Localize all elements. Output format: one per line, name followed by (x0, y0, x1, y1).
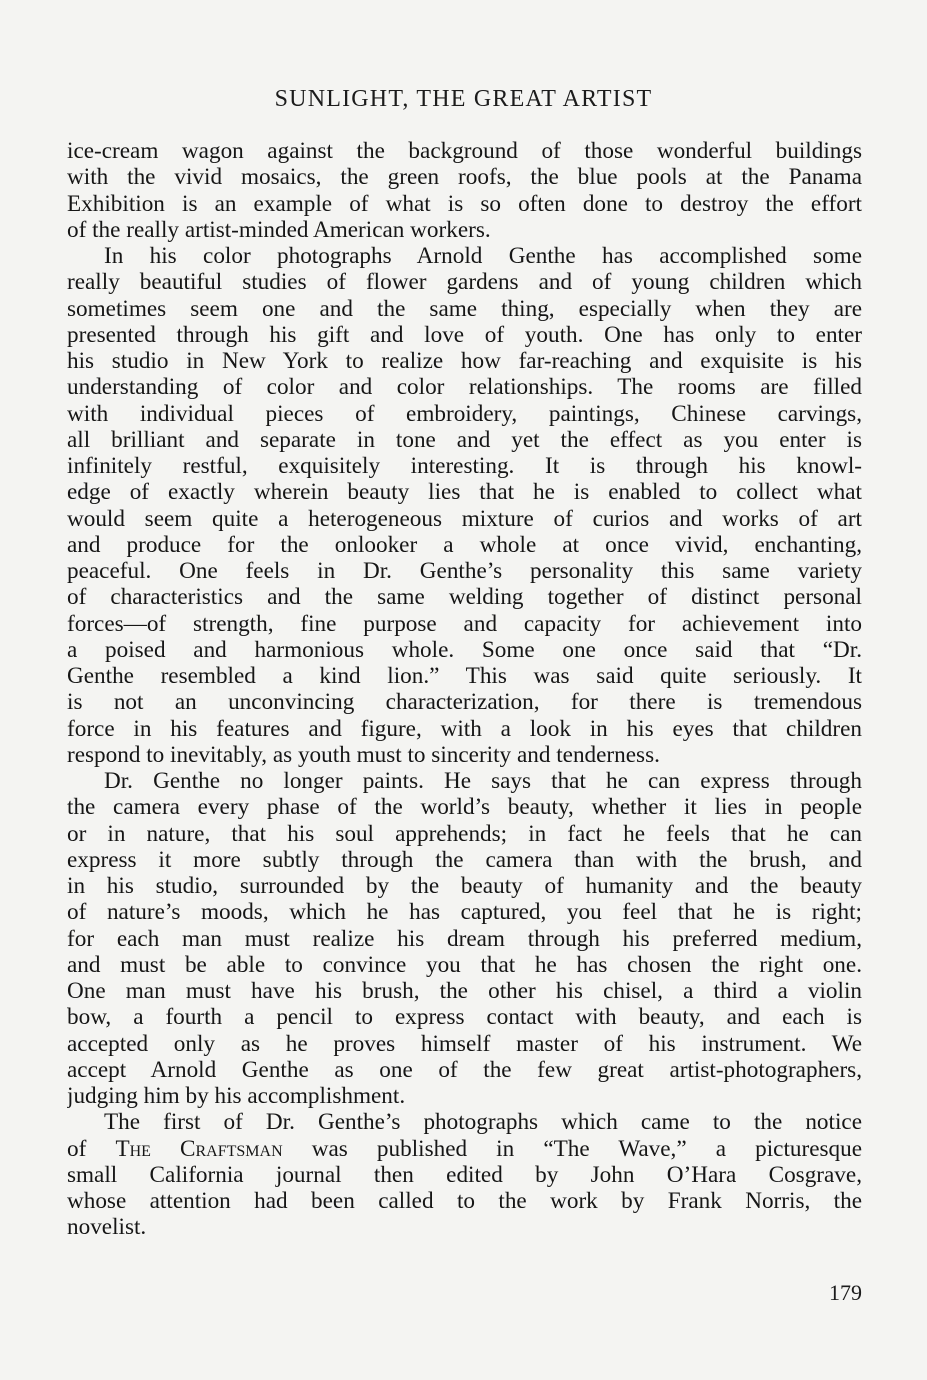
text-line: force in his features and figure, with a look in his eyes that children (67, 715, 862, 742)
text-line: and produce for the onlooker a whole at once vivid, enchanting, (67, 531, 862, 558)
text-line: peaceful. One feels in Dr. Genthe’s personality this same variety (67, 558, 862, 584)
text-line: presented through his gift and love of youth. One has only to enter (67, 321, 862, 348)
text-line: judging him by his accomplishment. (67, 1083, 406, 1109)
paragraph (67, 243, 862, 768)
text-line: One man must have his brush, the other his chisel, a third a violin (67, 978, 862, 1004)
running-head: SUNLIGHT, THE GREAT ARTIST (274, 86, 653, 112)
text-line: sometimes seem one and the same thing, especially when they are (67, 295, 862, 322)
text-line (67, 1136, 862, 1162)
text-line: in his studio, surrounded by the beauty of humanity and the beauty (67, 873, 862, 899)
text-line: of the really artist-minded American workers. (67, 216, 491, 243)
text-line: infinitely restful, exquisitely interesting. It is through his knowl- (67, 453, 862, 479)
text-line: The first of Dr. Genthe’s photographs which came to the notice (104, 1109, 862, 1136)
text-line: and must be able to convince you that he has chosen the right one. (67, 951, 862, 978)
text-line: understanding of color and color relationships. The rooms are filled (67, 374, 862, 401)
paragraph (67, 768, 862, 1109)
text-line: of characteristics and the same welding together of distinct personal (67, 584, 862, 611)
text-line: or in nature, that his soul apprehends; in fact he feels that he can (67, 820, 862, 847)
text-line: with individual pieces of embroidery, paintings, Chinese carvings, (67, 400, 862, 427)
text-line: for each man must realize his dream through his preferred medium, (67, 925, 862, 952)
text-line: In his color photographs Arnold Genthe has accomplished some (104, 243, 862, 269)
text-line: express it more subtly through the camera than with the brush, and (67, 846, 862, 873)
text-line: accepted only as he proves himself master of his instrument. We (67, 1030, 862, 1057)
text-line: edge of exactly wherein beauty lies that he is enabled to collect what (67, 479, 862, 506)
text-line: novelist. (67, 1214, 147, 1241)
text-line: small California journal then edited by John O’Hara Cosgrave, (67, 1161, 862, 1188)
line-rest: was published in “The Wave,” a picturesque (311, 1135, 862, 1162)
text-line: forces—of strength, fine purpose and capacity for achievement into (67, 610, 862, 637)
text-line: would seem quite a heterogeneous mixture of curios and works of art (67, 505, 862, 532)
text-line: a poised and harmonious whole. Some one once said that “Dr. (67, 636, 862, 663)
page-number: 179 (829, 1280, 862, 1305)
text-line: Genthe resembled a kind lion.” This was said quite seriously. It (67, 663, 862, 689)
text-line: whose attention had been called to the work by Frank Norris, the (67, 1188, 862, 1214)
text-line: Exhibition is an example of what is so often done to destroy the effort (67, 190, 862, 217)
text-line: all brilliant and separate in tone and yet the effect as you enter is (67, 426, 862, 453)
text-line: respond to inevitably, as youth must to sincerity and tenderness. (67, 741, 660, 768)
text-line: is not an unconvincing characterization, for there is tremendous (67, 689, 862, 716)
paragraph (67, 1109, 862, 1240)
text-line: accept Arnold Genthe as one of the few great artist-photographers, (67, 1056, 862, 1083)
magazine-title: The Craftsman (115, 1135, 283, 1162)
text-line: bow, a fourth a pencil to express contact with beauty, and each is (67, 1004, 862, 1031)
line-prefix: of (67, 1135, 87, 1162)
text-line: with the vivid mosaics, the green roofs, the blue pools at the Panama (67, 164, 862, 191)
text-line: his studio in New York to realize how far-reaching and exquisite is his (67, 348, 862, 374)
text-line: the camera every phase of the world’s beauty, whether it lies in people (67, 794, 862, 821)
text-line: Dr. Genthe no longer paints. He says that he can express through (104, 768, 862, 794)
body-text (67, 138, 862, 1241)
text-line: of nature’s moods, which he has captured, you feel that he is right; (67, 899, 862, 926)
text-line: really beautiful studies of flower gardens and of young children which (67, 269, 862, 296)
text-line: ice-cream wagon against the background of those wonderful buildings (67, 138, 862, 164)
paragraph (67, 138, 862, 243)
